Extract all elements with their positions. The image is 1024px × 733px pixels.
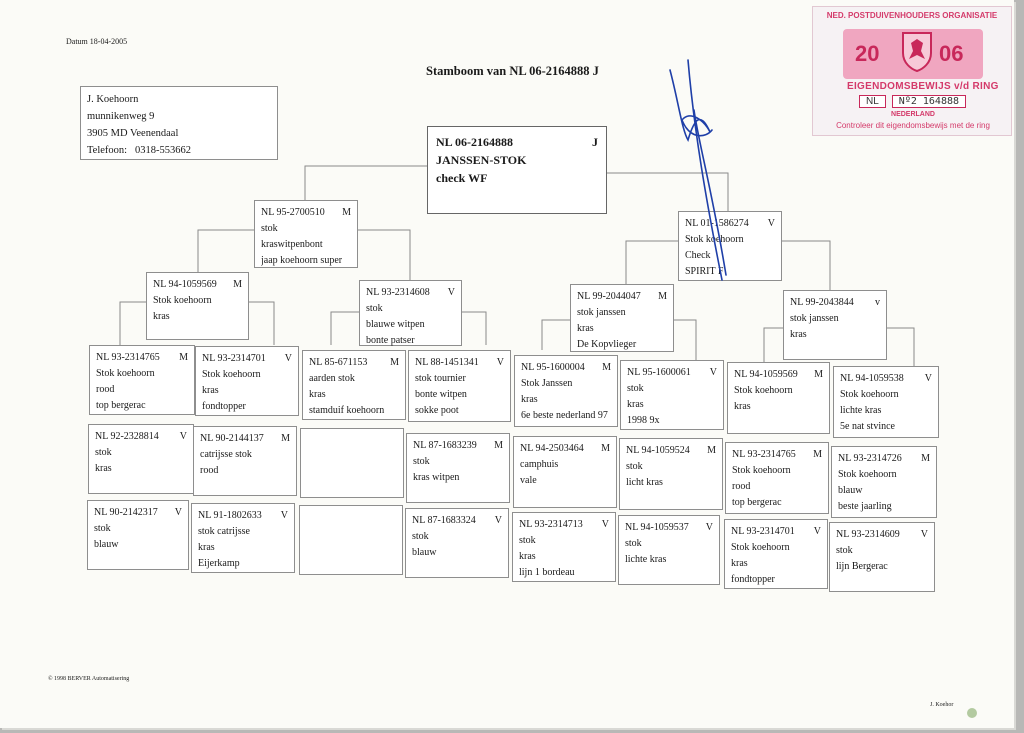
gen4a-box-8: NL 93-2314726 M Stok koehoorn blauw beste jaarling — [831, 446, 937, 518]
stamp-land: NEDERLAND — [891, 111, 935, 118]
root-sex: J — [592, 135, 598, 149]
date-label: Datum 18-04-2005 — [66, 37, 128, 46]
footer-copyright: © 1998 BERVER Automatisering — [48, 676, 130, 682]
gen4b-box-8: NL 93-2314609 V stok lijn Bergerac — [829, 522, 935, 592]
stamp-year-a: 20 — [855, 41, 880, 66]
leaf-icon — [966, 707, 978, 719]
ring-certificate-stamp — [812, 6, 1012, 136]
gen2-box-3: NL 99-2044047 M stok janssen kras De Kopvlieger — [570, 284, 674, 352]
gen3-box-4: NL 88-1451341 V stok tournier bonte witpen sokke poot — [408, 350, 511, 422]
gen4a-box-5: NL 94-2503464 M camphuis vale — [513, 436, 617, 508]
gen2-box-1: NL 94-1059569 M Stok koehoorn kras — [146, 272, 249, 340]
gen3-box-2: NL 93-2314701 V Stok koehoorn kras fondtopper — [195, 346, 299, 416]
gen3-box-3: NL 85-671153 M aarden stok kras stamduif koehoorn — [302, 350, 406, 420]
gen2-box-2: NL 93-2314608 V stok blauwe witpen bonte patser — [359, 280, 462, 346]
owner-box — [80, 86, 278, 160]
owner-phone: Telefoon: 0318-553662 — [87, 145, 191, 156]
gen4b-box-6: NL 94-1059537 V stok lichte kras — [618, 515, 720, 585]
gen4b-box-1: NL 90-2142317 V stok blauw — [87, 500, 189, 570]
stamp-ring-row — [859, 95, 966, 108]
gen4b-box-5: NL 93-2314713 V stok kras lijn 1 bordeau — [512, 512, 616, 582]
root-name: JANSSEN-STOK — [436, 153, 527, 167]
stamp-ring-number: Nº2 164888 — [892, 95, 966, 108]
stamp-country: NL — [859, 95, 886, 108]
gen4a-box-1: NL 92-2328814 V stok kras — [88, 424, 194, 494]
gen3-box-1: NL 93-2314765 M Stok koehoorn rood top bergerac — [89, 345, 195, 415]
gen4a-box-6: NL 94-1059524 M stok licht kras — [619, 438, 723, 510]
gen3-box-8: NL 94-1059538 V Stok koehoorn lichte kras 5e nat stvince — [833, 366, 939, 438]
gen3-box-6: NL 95-1600061 V stok kras 1998 9x — [620, 360, 724, 430]
stamp-org: NED. POSTDUIVENHOUDERS ORGANISATIE — [826, 11, 998, 20]
handwritten-signature — [660, 50, 740, 290]
footer-signature: J. Koehor — [930, 702, 954, 708]
stamp-year-b: 06 — [939, 41, 964, 66]
stamp-control-text: Controleer dit eigendomsbewijs met de ring — [836, 121, 990, 130]
gen3-box-7: NL 94-1059569 M Stok koehoorn kras — [727, 362, 830, 434]
root-ring: NL 06-2164888 — [436, 135, 514, 149]
stamp-title: EIGENDOMSBEWIJS v/d RING — [847, 81, 999, 92]
gen4b-box-7: NL 93-2314701 V Stok koehoorn kras fondtopper — [724, 519, 828, 589]
gen4b-box-2: NL 91-1802633 V stok catrijsse kras Eijerkamp — [191, 503, 295, 573]
mother-box: NL 01-1586274 V Stok koehoorn Check SPIRIT F — [678, 211, 782, 281]
gen4a-box-2: NL 90-2144137 M catrijsse stok rood — [193, 426, 297, 496]
father-box: NL 95-2700510 M stok kraswitpenbont jaap koehoorn super — [254, 200, 358, 268]
gen3-box-5: NL 95-1600004 M Stok Janssen kras 6e beste nederland 97 — [514, 355, 618, 427]
gen2-box-4: NL 99-2043844 v stok janssen kras — [783, 290, 887, 360]
page-title: Stamboom van NL 06-2164888 J — [426, 64, 599, 78]
owner-name: J. Koehoorn — [87, 94, 139, 105]
owner-city: 3905 MD Veenendaal — [87, 128, 179, 139]
gen4a-box-3 — [300, 428, 404, 498]
watermark-logo — [966, 706, 1014, 728]
connector-root-father — [305, 166, 428, 200]
gen4a-box-7: NL 93-2314765 M Stok koehoorn rood top bergerac — [725, 442, 829, 514]
gen4b-box-4: NL 87-1683324 V stok blauw — [405, 508, 509, 578]
lion-crest-icon — [899, 29, 935, 73]
gen4a-box-4: NL 87-1683239 M stok kras witpen — [406, 433, 510, 503]
gen4b-box-3 — [299, 505, 403, 575]
root-pigeon-box — [427, 126, 607, 214]
owner-street: munnikenweg 9 — [87, 111, 155, 122]
root-note: check WF — [436, 171, 488, 185]
